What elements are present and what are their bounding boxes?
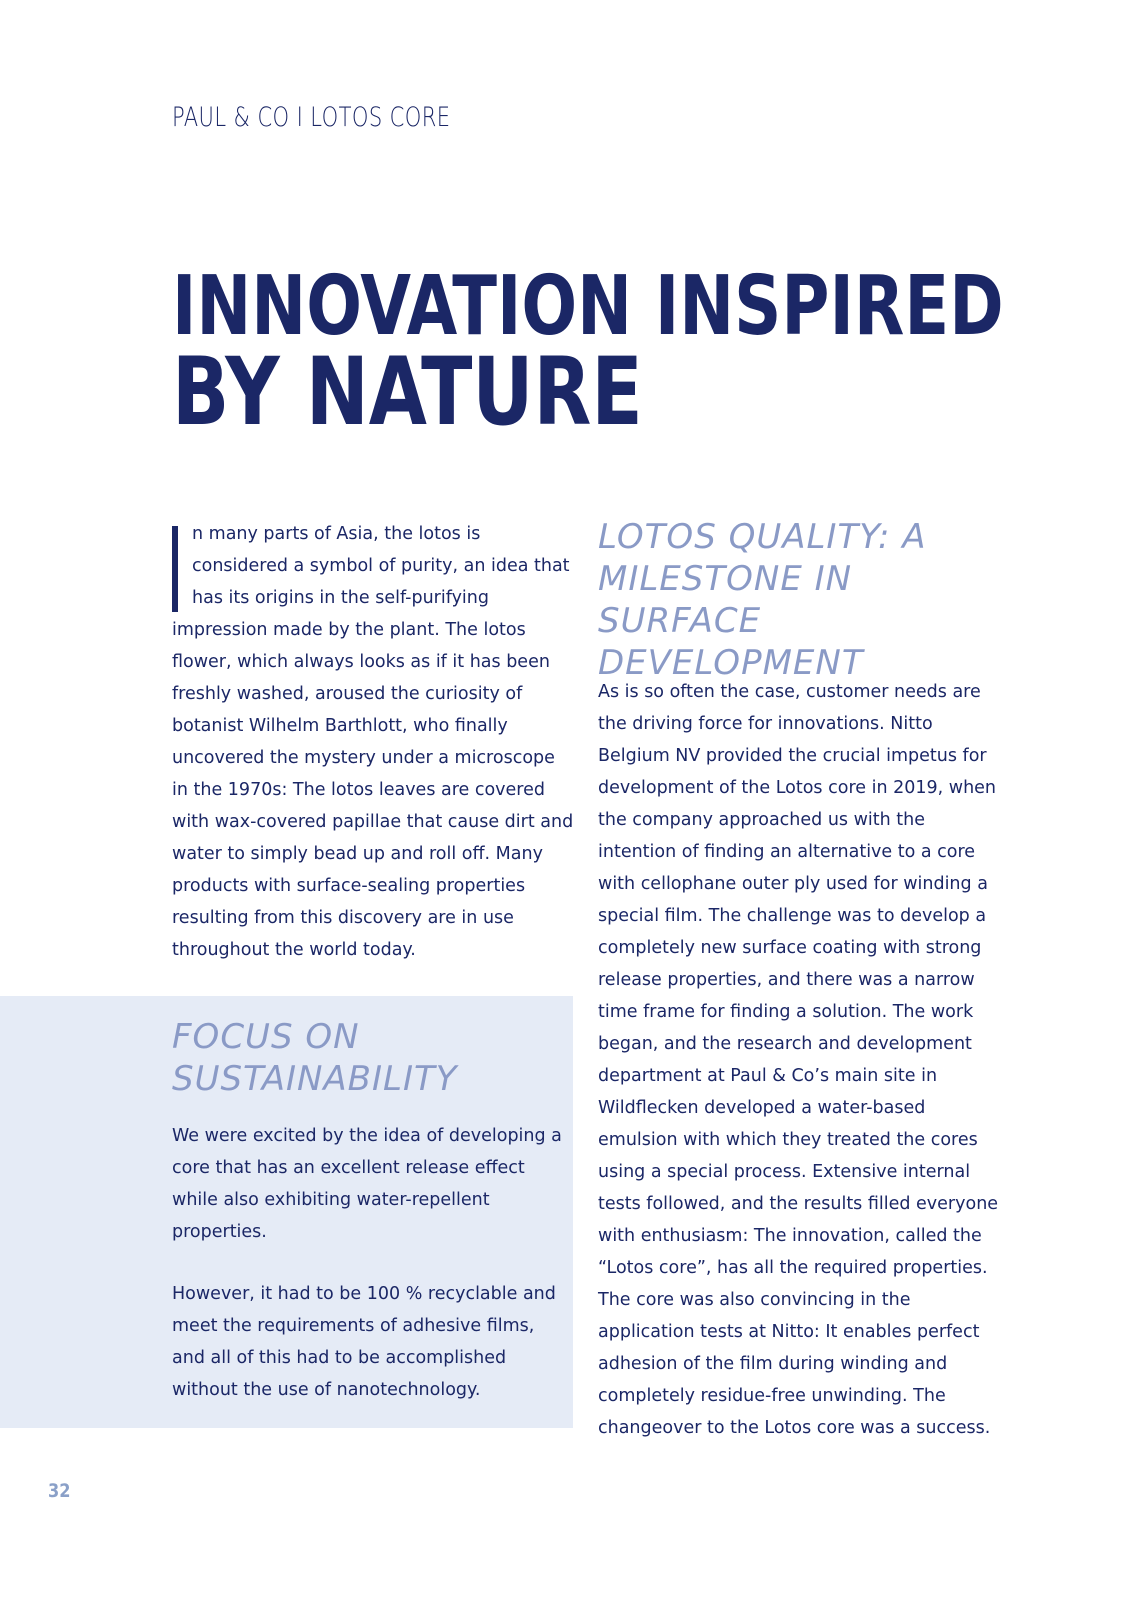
page-title (172, 259, 1132, 447)
lotos-quality-heading: LOTOS QUALITY: A MILESTONE IN SURFACE DEVELOPMENT (598, 517, 927, 683)
sustainability-heading: FOCUS ON SUSTAINABILITY (172, 1017, 458, 1099)
lotos-quality-column (598, 676, 1002, 1444)
section-kicker: PAUL & CO I LOTOS CORE (172, 102, 451, 133)
intro-column (172, 518, 574, 966)
intro-paragraph: n many parts of Asia, the lotos is considered a symbol of purity, an idea that has its origins in the self-purifying impression made by the plant. The lotos flower, which always looks as if it has been freshly washed, aroused the curiosity of botanist Wilhelm Barthlott, who finally uncovered the mystery under a microscope in the 1970s: The lotos leaves are covered with wax-covered papillae that cause dirt and water to simply bead up and roll off. Many products with surface-sealing properties resulting from this discovery are in use throughout the world today. (172, 524, 574, 960)
page-title-line-2: BY NATURE (172, 338, 643, 447)
drop-cap-bar (172, 526, 178, 612)
sustainability-paragraph-2: However, it had to be 100 % recyclable and meet the requirements of adhesive films, and all of this had to be accomplished without the use of nanotechnology. (172, 1284, 556, 1400)
lotos-quality-paragraph: As is so often the case, customer needs are the driving force for innovations. Nitto Belgium NV provided the crucial impetus for development of the Lotos core in 2019, when the company approached us with the intention of finding an alternative to a core with cellophane outer ply used for winding a special film. The challenge was to develop a completely new surface coating with strong release properties, and there was a narrow time frame for finding a solution. The work began, and the research and development department at Paul & Co’s main site in Wildflecken developed a water-based emulsion with which they treated the cores using a special process. Extensive internal tests followed, and the results filled everyone with enthusiasm: The innovation, called the “Lotos core”, has all the required properties. The core was also convincing in the application tests at Nitto: It enables perfect adhesion of the film during winding and completely residue-free unwinding. The changeover to the Lotos core was a success. (598, 682, 999, 1438)
intro-paragraph-wrap (172, 518, 574, 966)
page-number: 32 (48, 1480, 71, 1502)
sustainability-paragraph-1: We were excited by the idea of developing a core that has an excellent release effect while also exhibiting water-repellent properties. (172, 1126, 562, 1242)
page-title-line-1: INNOVATION INSPIRED (172, 259, 1004, 354)
